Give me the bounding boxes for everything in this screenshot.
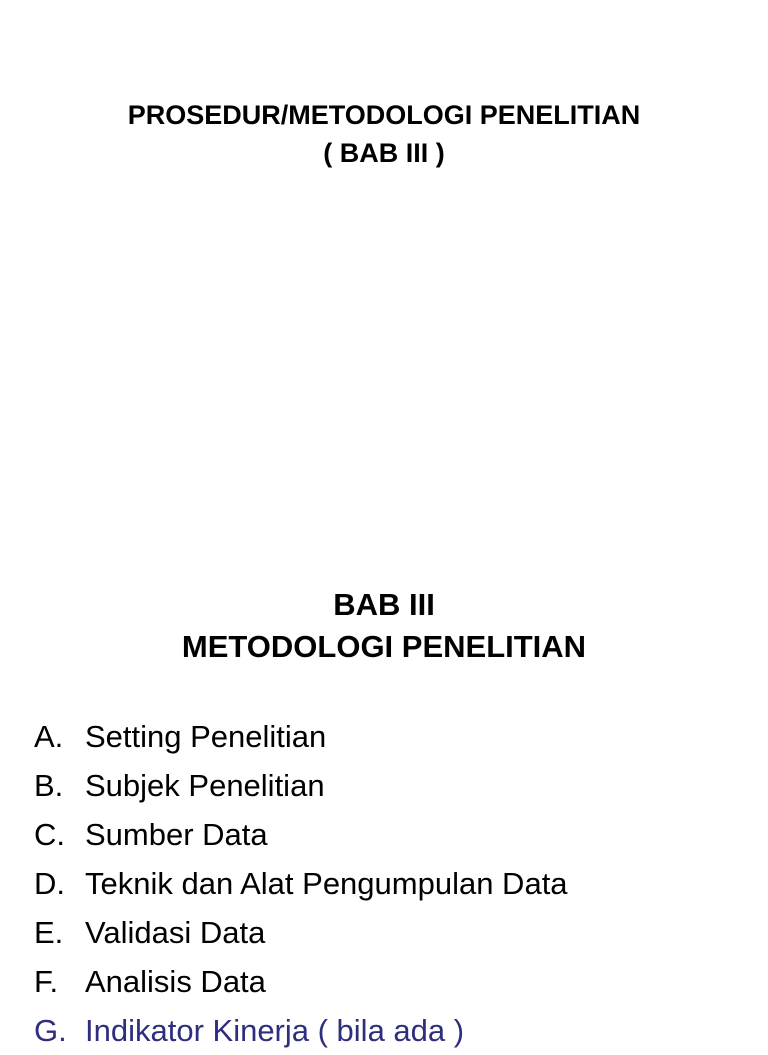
list-marker: A. (34, 719, 64, 754)
list-item-text: Analisis Data (85, 964, 266, 999)
list-item (34, 810, 568, 859)
list-item (34, 712, 568, 761)
list-item-text: Sumber Data (85, 817, 268, 852)
list-item (34, 957, 568, 1006)
list-item (34, 908, 568, 957)
list-item-text: Validasi Data (85, 915, 266, 950)
outline-heading-line-2: METODOLOGI PENELITIAN (181, 629, 587, 664)
list-marker: B. (34, 768, 64, 803)
list-item (34, 761, 568, 810)
list-marker: C. (34, 817, 65, 852)
list-item-text: Teknik dan Alat Pengumpulan Data (85, 866, 568, 901)
list-item-text: Setting Penelitian (85, 719, 327, 754)
slide-outline (0, 512, 768, 1048)
list-item (34, 859, 568, 908)
slide-title (0, 0, 768, 512)
list-item-text: Indikator Kinerja ( bila ada ) (85, 1013, 465, 1048)
list-marker: G. (34, 1013, 67, 1048)
slide-title-line-2: ( BAB III ) (323, 138, 445, 168)
outline-list (34, 712, 568, 1055)
list-marker: D. (34, 866, 65, 901)
slide-title-line-1: PROSEDUR/METODOLOGI PENELITIAN (127, 100, 641, 130)
list-item (34, 1006, 568, 1055)
list-marker: F. (34, 964, 59, 999)
outline-heading-line-1: BAB III (333, 587, 435, 622)
list-marker: E. (34, 915, 64, 950)
list-item-text: Subjek Penelitian (85, 768, 325, 803)
